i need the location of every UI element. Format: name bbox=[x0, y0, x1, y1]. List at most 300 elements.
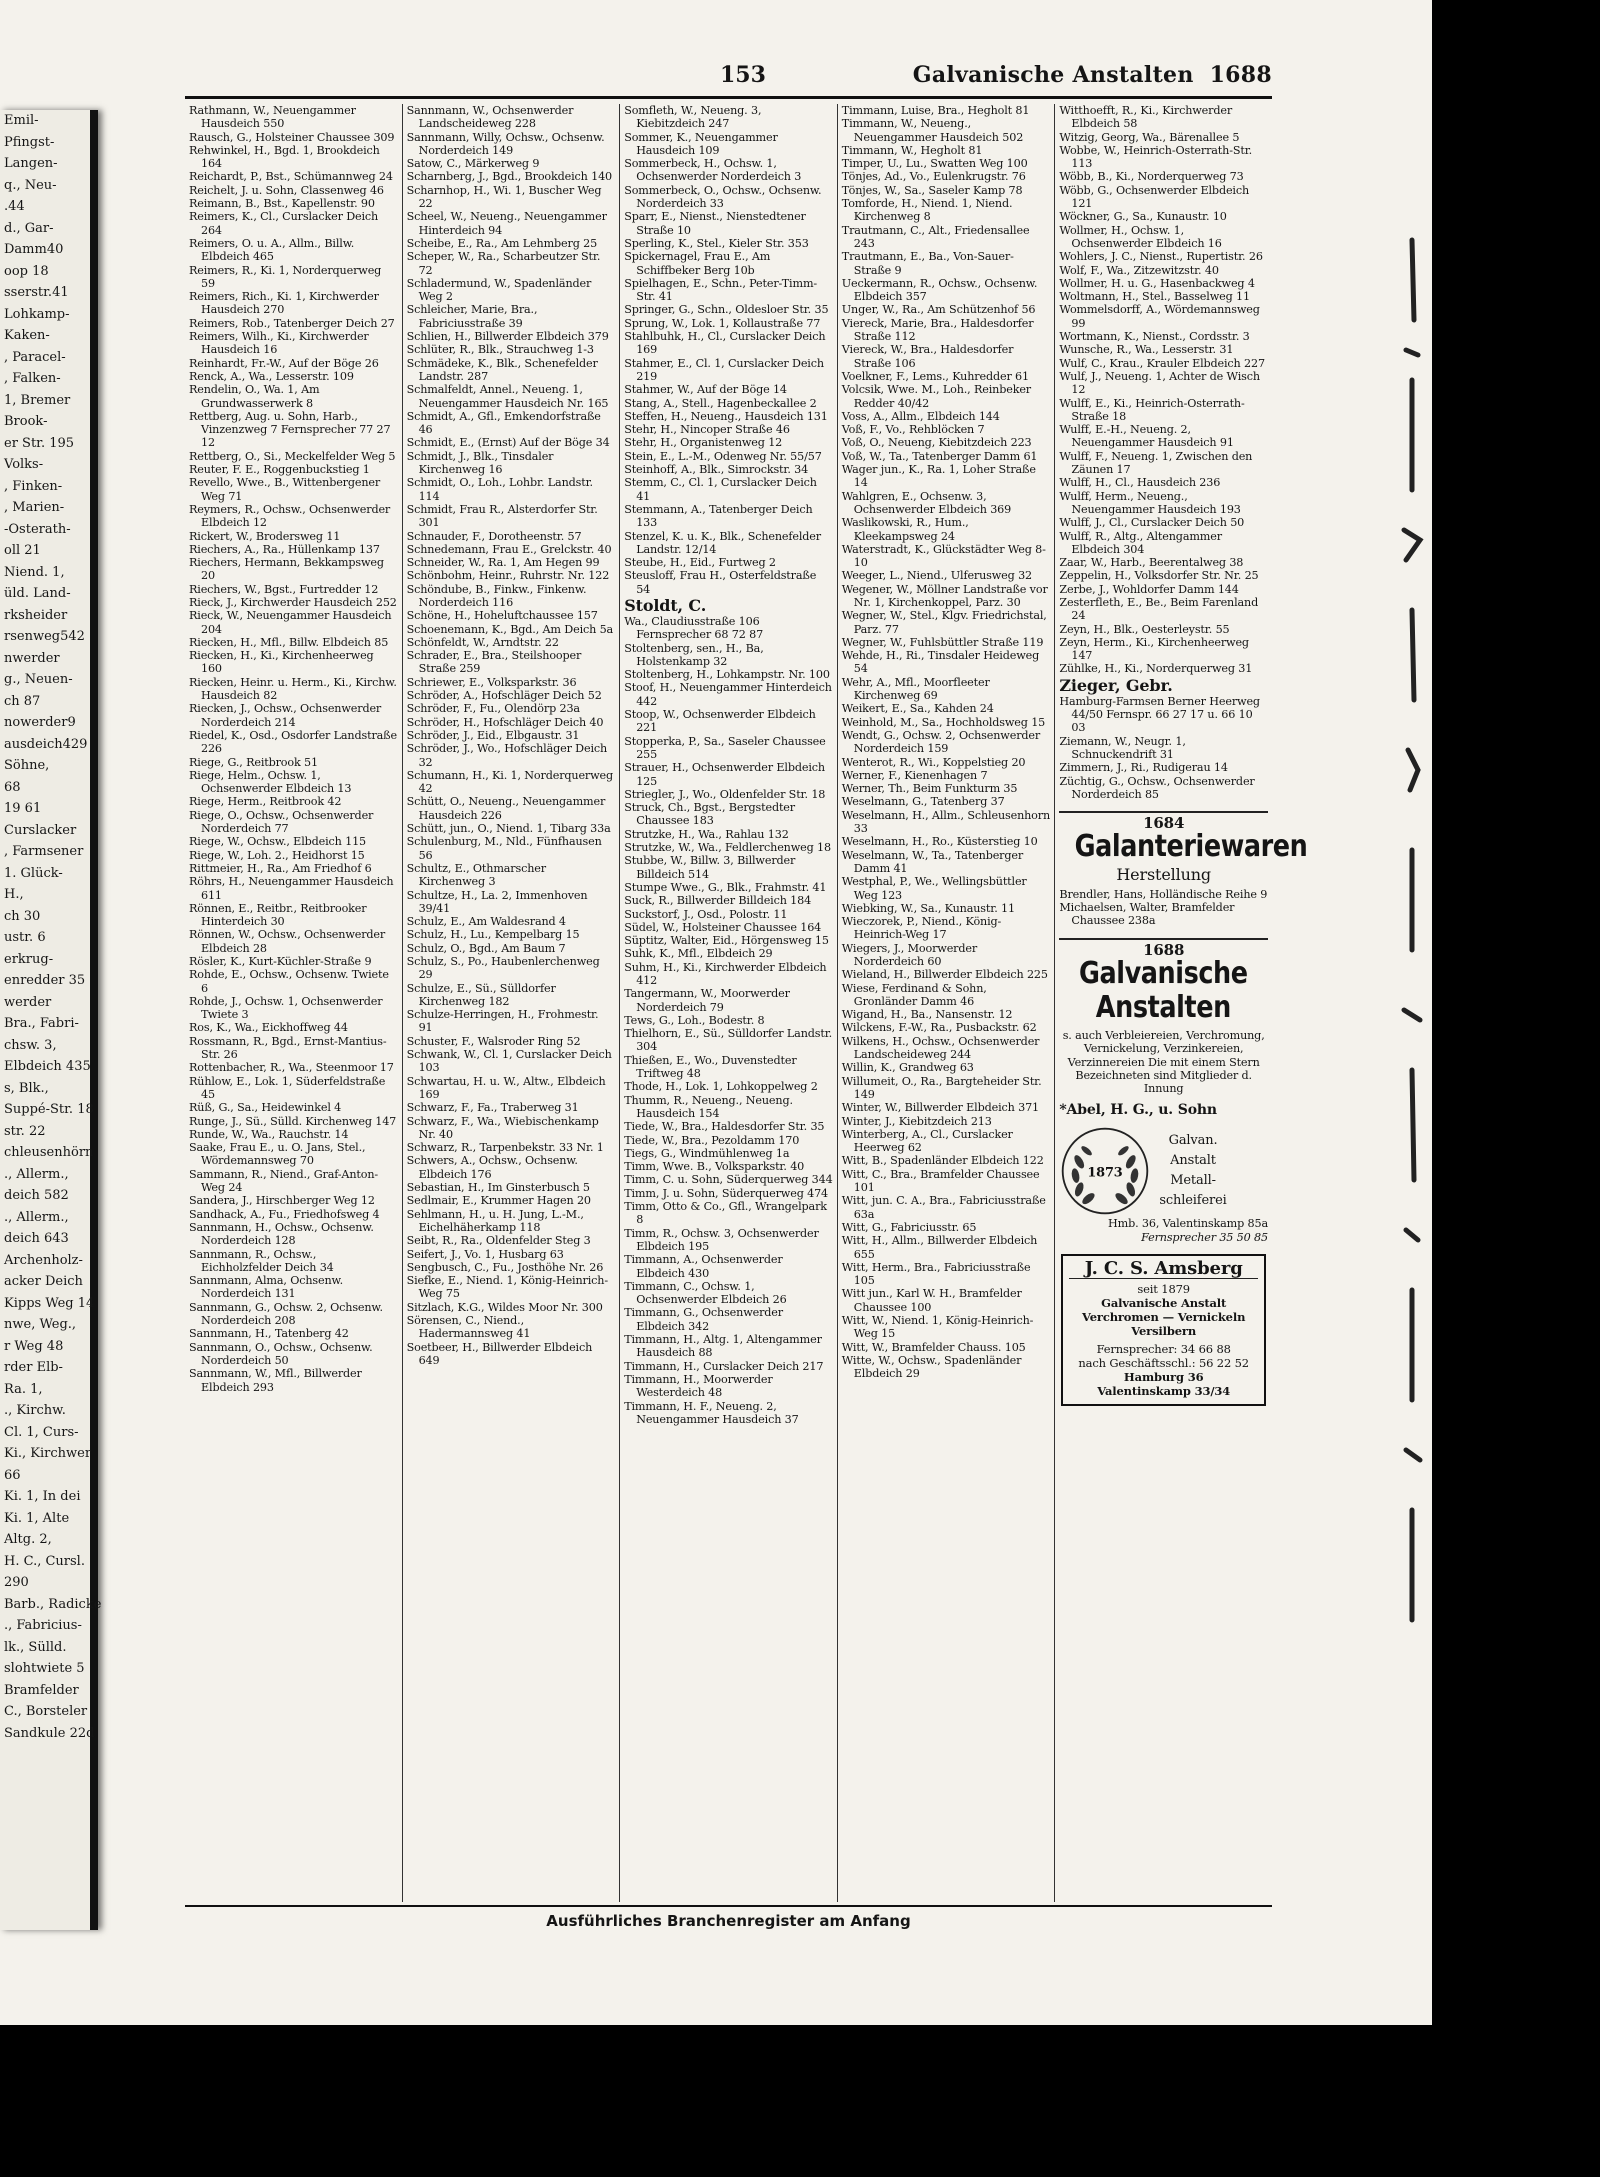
list-item: Voß, W., Ta., Tatenberger Damm 61 bbox=[841, 449, 1038, 463]
list-item: Striegler, J., Wo., Oldenfelder Str. 18 bbox=[624, 787, 826, 801]
previous-page-fragment: Sandkule 22d bbox=[4, 1725, 95, 1741]
list-item: Timm, Wwe. B., Volksparkstr. 40 bbox=[624, 1160, 805, 1174]
previous-page-fragment: Lohkamp- bbox=[4, 306, 70, 322]
list-item: Tangermann, W., Moorwerder Norderdeich 79 bbox=[624, 987, 790, 1014]
previous-page-fragment: Langen- bbox=[4, 156, 58, 171]
previous-page-fragment: Barb., Radicke bbox=[4, 1596, 102, 1612]
list-item: Rehwinkel, H., Bgd. 1, Brookdeich 164 bbox=[189, 143, 380, 171]
previous-page-fragment: Brook- bbox=[4, 414, 48, 429]
list-item: Wortmann, K., Nienst., Cordsstr. 3 bbox=[1059, 330, 1250, 344]
list-item: Hamburg-Farmsen Berner Heerweg 44/50 Fernspr. 66 27 17 u. 66 10 03 bbox=[1059, 694, 1260, 735]
list-item: Stehr, H., Nincoper Straße 46 bbox=[624, 423, 790, 437]
previous-page-fragment: ., Fabricius- bbox=[4, 1618, 82, 1633]
list-item: Tomforde, H., Niend. 1, Niend. Kirchenweg 8 bbox=[841, 197, 1013, 224]
list-item: Witt, jun. C. A., Bra., Fabriciusstraße 63a bbox=[841, 1194, 1046, 1221]
list-item: Revello, Wwe., B., Wittenbergener Weg 71 bbox=[189, 476, 381, 503]
list-item: Spielhagen, E., Schn., Peter-Timm-Str. 41 bbox=[624, 276, 818, 304]
list-item: Winterberg, A., Cl., Curslacker Heerweg 62 bbox=[841, 1127, 1013, 1155]
list-item: Witt, G., Fabriciusstr. 65 bbox=[841, 1220, 977, 1234]
laurel-seal-icon bbox=[1059, 1125, 1151, 1217]
list-item: Zaar, W., Harb., Beerentalweg 38 bbox=[1059, 556, 1244, 570]
previous-page-fragment: Bramfelder bbox=[4, 1682, 79, 1698]
list-item: Schröder, F., Fu., Olendörp 23a bbox=[406, 702, 580, 716]
seal-year: 1873 bbox=[1087, 1165, 1124, 1181]
list-item: Wolf, F., Wa., Zitzewitzstr. 40 bbox=[1059, 263, 1219, 277]
list-item: Wegener, W., Möllner Landstraße vor Nr. 1, Kirchenkoppel, Parz. 30 bbox=[841, 582, 1048, 609]
previous-page-fragment: Emil- bbox=[4, 113, 39, 128]
previous-page-fragment: s, Blk., bbox=[4, 1080, 49, 1096]
list-item: Riege, Herm., Reitbrook 42 bbox=[189, 795, 342, 809]
list-item: Sandera, J., Hirschberger Weg 12 bbox=[189, 1194, 375, 1208]
page-number: 153 bbox=[720, 62, 766, 88]
previous-page-fragment: 290 bbox=[4, 1575, 29, 1590]
list-item: Riedel, K., Osd., Osdorfer Landstraße 226 bbox=[189, 728, 397, 756]
list-item: Rettberg, Aug. u. Sohn, Harb., Vinzenzweg 7 Fernsprecher 77 27 12 bbox=[189, 409, 391, 450]
list-item: Siefke, E., Niend. 1, König-Heinrich-Weg 75 bbox=[406, 1274, 608, 1301]
amsberg-phone-2: nach Geschäftsschl.: 56 22 52 bbox=[1078, 1356, 1249, 1371]
list-item: Rönnen, E., Reitbr., Reitbrooker Hinterdeich 30 bbox=[189, 901, 367, 929]
running-head-title: Galvanische Anstalten bbox=[912, 62, 1194, 88]
list-item: Riege, W., Ochsw., Elbdeich 115 bbox=[189, 835, 367, 849]
list-item: Schlüter, R., Blk., Strauchweg 1-3 bbox=[406, 343, 594, 357]
list-item: Weeger, L., Niend., Ulferusweg 32 bbox=[841, 569, 1033, 583]
list-item: Züchtig, G., Ochsw., Ochsenwerder Norderdeich 85 bbox=[1059, 774, 1255, 801]
list-item: Stein, E., L.-M., Odenweg Nr. 55/57 bbox=[624, 449, 822, 463]
list-item: Weinhold, M., Sa., Hochholdsweg 15 bbox=[841, 715, 1046, 729]
previous-page-fragment: g., Neuen- bbox=[4, 672, 73, 687]
previous-page-fragment: sserstr.41 bbox=[4, 285, 69, 300]
list-item: Saake, Frau E., u. O. Jans, Stel., Wördemannsweg 70 bbox=[189, 1141, 366, 1168]
amsberg-street: Valentinskamp 33/34 bbox=[1097, 1384, 1231, 1399]
list-item: Thumm, R., Neueng., Neueng. Hausdeich 154 bbox=[624, 1093, 793, 1120]
list-item: Wunsche, R., Wa., Lesserstr. 31 bbox=[1059, 343, 1234, 357]
list-item: Volcsik, Wwe. M., Loh., Reinbeker Redder 40/42 bbox=[841, 383, 1032, 410]
list-item: Timmann, H., Curslacker Deich 217 bbox=[624, 1359, 824, 1373]
list-item: Wulf, J., Neueng. 1, Achter de Wisch 12 bbox=[1059, 369, 1260, 397]
previous-page-fragment: er Str. 195 bbox=[4, 435, 75, 451]
previous-page-fragment: , Paracel- bbox=[4, 349, 66, 365]
previous-page-fragment: d., Gar- bbox=[4, 220, 54, 236]
list-item: Michaelsen, Walter, Bramfelder Chaussee 238a bbox=[1059, 901, 1235, 928]
previous-page-fragment: nwe, Weg., bbox=[4, 1317, 77, 1332]
previous-page-fragment: oop 18 bbox=[4, 263, 49, 279]
previous-page-fragment: rsenweg542 bbox=[4, 629, 85, 644]
list-item: Reinhardt, Fr.-W., Auf der Böge 26 bbox=[189, 356, 379, 370]
list-item: Timper, U., Lu., Swatten Weg 100 bbox=[841, 157, 1028, 171]
list-item: Sebastian, H., Im Ginsterbusch 5 bbox=[406, 1181, 590, 1195]
list-item: Riechers, Hermann, Bekkampsweg 20 bbox=[189, 556, 384, 583]
list-item: Wehr, A., Mfl., Moorfleeter Kirchenweg 69 bbox=[841, 675, 990, 703]
list-item: Witzig, Georg, Wa., Bärenallee 5 bbox=[1059, 130, 1240, 144]
column-1 bbox=[185, 104, 403, 1902]
list-item: Voss, A., Allm., Elbdeich 144 bbox=[841, 409, 1000, 423]
list-item: Wehde, H., Ri., Tinsdaler Heideweg 54 bbox=[841, 649, 1040, 676]
list-item: Süptitz, Walter, Eid., Hörgensweg 15 bbox=[624, 934, 829, 948]
list-item: Stahmer, W., Auf der Böge 14 bbox=[624, 383, 787, 397]
previous-page-fragment: chsw. 3, bbox=[4, 1037, 57, 1053]
list-item: Stahmer, E., Cl. 1, Curslacker Deich 219 bbox=[624, 356, 824, 383]
column-3 bbox=[620, 104, 838, 1902]
list-item: Stemmann, A., Tatenberger Deich 133 bbox=[624, 502, 813, 530]
page-header bbox=[185, 62, 1272, 96]
list-item: Rösler, K., Kurt-Küchler-Straße 9 bbox=[189, 955, 372, 968]
footer-rule bbox=[185, 1905, 1272, 1907]
list-item: Zeppelin, H., Volksdorfer Str. Nr. 25 bbox=[1059, 569, 1259, 583]
list-item: Rohde, E., Ochsw., Ochsenw. Twiete 6 bbox=[189, 968, 389, 995]
previous-page-fragment: 1, Bremer bbox=[4, 392, 71, 408]
list-item: Thielhorn, E., Sü., Sülldorfer Landstr. 304 bbox=[624, 1027, 833, 1054]
previous-page-fragment: Altg. 2, bbox=[4, 1532, 52, 1547]
list-item: Rittmeier, H., Ra., Am Friedhof 6 bbox=[189, 861, 372, 875]
list-item: Wohlers, J. C., Nienst., Rupertistr. 26 bbox=[1059, 250, 1263, 264]
list-item: Springer, G., Schn., Oldesloer Str. 35 bbox=[624, 303, 829, 317]
list-item: Wollmer, H., Ochsw. 1, Ochsenwerder Elbdeich 16 bbox=[1059, 223, 1222, 250]
amsberg-advert bbox=[1061, 1254, 1266, 1406]
list-item: Südel, W., Holsteiner Chaussee 164 bbox=[624, 920, 822, 934]
list-item: Steffen, H., Neueng., Hausdeich 131 bbox=[624, 409, 828, 423]
list-item: Sommerbeck, O., Ochsw., Ochsenw. Norderdeich 33 bbox=[624, 183, 822, 211]
list-item: Schmädeke, K., Blk., Schenefelder Landstr. 287 bbox=[406, 356, 598, 383]
abel-advert bbox=[1059, 1125, 1268, 1217]
list-item: Sperling, K., Stel., Kieler Str. 353 bbox=[624, 236, 809, 250]
list-item: Rühlow, E., Lok. 1, Süderfeldstraße 45 bbox=[189, 1074, 386, 1101]
footer-note: Ausführliches Branchenregister am Anfang bbox=[546, 1912, 911, 1930]
list-item: Witt, B., Spadenländer Elbdeich 122 bbox=[841, 1154, 1044, 1168]
list-item: Sannmann, Willy, Ochsw., Ochsenw. Norderdeich 149 bbox=[406, 130, 605, 157]
list-item: Scheibe, E., Ra., Am Lehmberg 25 bbox=[406, 236, 598, 250]
list-item: Sannmann, O., Ochsw., Ochsenw. Norderdeich 50 bbox=[189, 1340, 373, 1367]
previous-page-fragment: H. C., Cursl. bbox=[4, 1553, 85, 1569]
list-item: Steube, H., Eid., Furtweg 2 bbox=[624, 556, 776, 570]
previous-page-fragment: .44 bbox=[4, 199, 25, 214]
list-item: Sitzlach, K.G., Wildes Moor Nr. 300 bbox=[406, 1300, 603, 1314]
previous-page-fragment: Damm40 bbox=[4, 242, 64, 257]
amsberg-line-2: Verchromen — Vernickeln bbox=[1082, 1310, 1246, 1325]
list-item: Weselmann, H., Allm., Schleusenhorn 33 bbox=[841, 808, 1051, 836]
margin-handwriting-icon bbox=[1392, 230, 1432, 1630]
list-item: Schulz, E., Am Waldesrand 4 bbox=[406, 915, 566, 929]
list-item: Röhrs, H., Neuengammer Hausdeich 611 bbox=[189, 875, 394, 902]
list-item: Westphal, P., We., Wellingsbüttler Weg 123 bbox=[841, 875, 1027, 902]
running-head-code: 1688 bbox=[1209, 62, 1272, 88]
list-item: Satow, C., Märkerweg 9 bbox=[406, 157, 540, 171]
seal-word: Anstalt bbox=[1170, 1153, 1216, 1169]
column-5 bbox=[1055, 104, 1308, 1902]
list-item: Reichelt, J. u. Sohn, Classenweg 46 bbox=[189, 183, 384, 197]
list-item: Stoldt, C. bbox=[624, 595, 707, 615]
list-item: Wommelsdorff, A., Wördemannsweg 99 bbox=[1059, 303, 1260, 330]
list-item: Wegner, W., Stel., Klgv. Friedrichstal, Parz. 77 bbox=[841, 609, 1047, 636]
galanterie-headline: Galanteriewaren bbox=[1075, 829, 1308, 865]
list-item: Schröder, J., Wo., Hofschläger Deich 32 bbox=[406, 742, 608, 769]
list-item: Schwarz, F., Fa., Traberweg 31 bbox=[406, 1101, 579, 1115]
previous-page-fragment: rder Elb- bbox=[4, 1360, 63, 1375]
list-item: Schröder, J., Eid., Elbgaustr. 31 bbox=[406, 728, 580, 742]
list-item: Tiegs, G., Windmühlenweg 1a bbox=[624, 1146, 790, 1160]
list-item: Schladermund, W., Spadenländer Weg 2 bbox=[406, 276, 592, 304]
previous-page-fragment: acker Deich bbox=[4, 1274, 83, 1289]
previous-page-fragment: ., Allerm., bbox=[4, 1209, 69, 1225]
list-item: Sprung, W., Lok. 1, Kollaustraße 77 bbox=[624, 316, 821, 330]
list-item: Rüß, G., Sa., Heidewinkel 4 bbox=[189, 1101, 342, 1115]
list-item: Werner, Th., Beim Funkturm 35 bbox=[841, 782, 1018, 796]
list-item: Witt, W., Niend. 1, König-Heinrich-Weg 15 bbox=[841, 1314, 1034, 1341]
previous-page-fragment: Niend. 1, bbox=[4, 564, 65, 580]
list-item: Sannmann, W., Mfl., Billwerder Elbdeich 293 bbox=[189, 1367, 362, 1394]
previous-page-fragment: Pfingst- bbox=[4, 134, 55, 150]
list-item: Rettberg, O., Si., Meckelfelder Weg 5 bbox=[189, 449, 396, 463]
list-item: Zeyn, Herm., Ki., Kirchenheerweg 147 bbox=[1059, 635, 1249, 663]
list-item: Sannmann, Alma, Ochsenw. Norderdeich 131 bbox=[189, 1274, 344, 1301]
list-item: Wulff, R., Altg., Altengammer Elbdeich 304 bbox=[1059, 529, 1222, 556]
list-item: Riege, G., Reitbrook 51 bbox=[189, 755, 318, 769]
previous-page-fragment: -Osterath- bbox=[4, 521, 71, 537]
list-item: Stoop, W., Ochsenwerder Elbdeich 221 bbox=[624, 708, 816, 735]
list-item: Wigand, H., Ba., Nansenstr. 12 bbox=[841, 1008, 1013, 1022]
column-5-entries bbox=[1059, 104, 1268, 801]
list-item: Rausch, G., Holsteiner Chaussee 309 bbox=[189, 130, 395, 144]
list-item: Timmann, H. F., Neueng. 2, Neuengammer Hausdeich 37 bbox=[624, 1399, 799, 1426]
list-item: Schöne, H., Hoheluftchaussee 157 bbox=[406, 609, 598, 623]
list-item: Wiese, Ferdinand & Sohn, Gronländer Damm 46 bbox=[841, 981, 987, 1008]
seal-description bbox=[1151, 1131, 1226, 1211]
list-item: Strutzke, H., Wa., Rahlau 132 bbox=[624, 827, 789, 841]
previous-page-fragment: rksheider bbox=[4, 607, 68, 623]
list-item: Schultze, H., La. 2, Immenhoven 39/41 bbox=[406, 888, 588, 915]
list-item: Suhm, H., Ki., Kirchwerder Elbdeich 412 bbox=[624, 960, 827, 987]
list-item: Schütt, jun., O., Niend. 1, Tibarg 33a bbox=[406, 822, 611, 836]
list-item: Reimers, O. u. A., Allm., Billw. Elbdeich 465 bbox=[189, 236, 355, 264]
list-item: Sannmann, W., Ochsenwerder Landscheideweg 228 bbox=[406, 104, 574, 131]
previous-page-fragment: H., bbox=[4, 887, 24, 902]
list-item: Wieczorek, P., Niend., König-Heinrich-Weg 17 bbox=[841, 915, 1002, 942]
list-item: Waterstradt, K., Glückstädter Weg 8-10 bbox=[841, 542, 1046, 570]
column-4 bbox=[838, 104, 1056, 1902]
previous-page-fragment: chleusenhörn bbox=[4, 1145, 94, 1160]
list-item: Somfleth, W., Neueng. 3, Kiebitzdeich 247 bbox=[624, 104, 762, 131]
list-item: Reichardt, P., Bst., Schümannweg 24 bbox=[189, 170, 393, 184]
previous-page-fragment: 66 bbox=[4, 1467, 21, 1483]
list-item: Weselmann, G., Tatenberg 37 bbox=[841, 795, 1005, 809]
list-item: Schumann, H., Ki. 1, Norderquerweg 42 bbox=[406, 768, 614, 796]
list-item: Schleicher, Marie, Bra., Fabriciusstraße 39 bbox=[406, 303, 538, 330]
list-item: Soetbeer, H., Billwerder Elbdeich 649 bbox=[406, 1340, 593, 1367]
previous-page-fragment: nwerder bbox=[4, 650, 60, 666]
list-item: Renck, A., Wa., Lesserstr. 109 bbox=[189, 369, 354, 383]
list-item: Stoltenberg, H., Lohkampstr. Nr. 100 bbox=[624, 668, 830, 682]
list-item: Wiebking, W., Sa., Kunaustr. 11 bbox=[841, 901, 1015, 915]
list-item: Riecken, H., Ki., Kirchenheerweg 160 bbox=[189, 649, 374, 676]
list-item: Schulenburg, M., Nld., Fünfhausen 56 bbox=[406, 835, 602, 862]
list-item: Witt jun., Karl W. H., Bramfelder Chaussee 100 bbox=[841, 1287, 1022, 1314]
previous-page-fragment: Ki. 1, In dei bbox=[4, 1489, 81, 1504]
list-item: Sedlmair, E., Krummer Hagen 20 bbox=[406, 1194, 591, 1208]
list-item: Wobbe, W., Heinrich-Osterrath-Str. 113 bbox=[1059, 143, 1253, 171]
list-item: Riechers, A., Ra., Hüllenkamp 137 bbox=[189, 542, 380, 556]
list-item: Reuter, F. E., Roggenbuckstieg 1 bbox=[189, 463, 370, 477]
previous-page-fragment: ustr. 6 bbox=[4, 930, 46, 945]
list-item: Stang, A., Stell., Hagenbeckallee 2 bbox=[624, 396, 817, 410]
list-item: Rossmann, R., Bgd., Ernst-Mantius-Str. 26 bbox=[189, 1034, 387, 1062]
list-item: Ros, K., Wa., Eickhoffweg 44 bbox=[189, 1021, 348, 1035]
list-item: Strutzke, W., Wa., Feldlerchenweg 18 bbox=[624, 841, 831, 855]
previous-page-fragment: Bra., Fabri- bbox=[4, 1016, 79, 1031]
list-item: Zerbe, J., Wohldorfer Damm 144 bbox=[1059, 582, 1239, 596]
previous-page-edge bbox=[0, 110, 102, 1930]
list-item: Scheper, W., Ra., Scharbeutzer Str. 72 bbox=[406, 250, 601, 277]
list-item: Weikert, E., Sa., Kahden 24 bbox=[841, 702, 994, 716]
list-item: Wulff, H., Cl., Hausdeich 236 bbox=[1059, 476, 1221, 490]
previous-page-fragment: nowerder9 bbox=[4, 715, 76, 730]
previous-page-fragment: Ki., Kirchwer bbox=[4, 1446, 92, 1461]
list-item: Sannmann, R., Ochsw., Eichholzfelder Deich 34 bbox=[189, 1247, 334, 1274]
list-item: Wager jun., K., Ra. 1, Loher Straße 14 bbox=[841, 463, 1036, 490]
list-item: Stoltenberg, sen., H., Ba, Holstenkamp 32 bbox=[624, 641, 764, 668]
seal-word: Galvan. bbox=[1168, 1133, 1218, 1149]
previous-page-fragment: Ra. 1, bbox=[4, 1381, 43, 1397]
list-item: Willumeit, O., Ra., Bargteheider Str. 149 bbox=[841, 1074, 1042, 1101]
list-item: Scharnberg, J., Bgd., Brookdeich 140 bbox=[406, 170, 613, 184]
list-item: Tews, G., Loh., Bodestr. 8 bbox=[624, 1013, 765, 1027]
list-item: Schwank, W., Cl. 1, Curslacker Deich 103 bbox=[406, 1048, 612, 1075]
amsberg-since: seit 1879 bbox=[1137, 1282, 1190, 1297]
list-item: Schnauder, F., Dorotheenstr. 57 bbox=[406, 529, 582, 543]
previous-page-fragment: deich 643 bbox=[4, 1231, 69, 1246]
list-item: Schrader, E., Bra., Steilshooper Straße 259 bbox=[406, 649, 582, 676]
list-item: Timm, R., Ochsw. 3, Ochsenwerder Elbdeich 195 bbox=[624, 1226, 819, 1253]
list-item: Suckstorf, J., Osd., Polostr. 11 bbox=[624, 907, 788, 921]
list-item: Seifert, J., Vo. 1, Husbarg 63 bbox=[406, 1247, 564, 1261]
previous-page-fragment: 68 bbox=[4, 779, 21, 795]
list-item: Zühlke, H., Ki., Norderquerweg 31 bbox=[1059, 662, 1253, 676]
list-item: Wulf, C., Krau., Krauler Elbdeich 227 bbox=[1059, 356, 1265, 370]
list-item: Voß, F., Vo., Rehblöcken 7 bbox=[841, 423, 985, 437]
list-item: Strauer, H., Ochsenwerder Elbdeich 125 bbox=[624, 761, 825, 788]
list-item: Schröder, H., Hofschläger Deich 40 bbox=[406, 715, 604, 729]
list-item: Timm, C. u. Sohn, Süderquerweg 344 bbox=[624, 1173, 833, 1187]
list-item: Rönnen, W., Ochsw., Ochsenwerder Elbdeich 28 bbox=[189, 928, 386, 955]
list-item: Wieland, H., Billwerder Elbdeich 225 bbox=[841, 968, 1048, 982]
galvanische-note: s. auch Verbleiereien, Verchromung, Vernickelung, Verzinkereien, Verzinnereien Die mit einem Stern Bezeichneten sind Mitglieder d. Innung bbox=[1062, 1028, 1265, 1096]
list-item: Witte, W., Ochsw., Spadenländer Elbdeich 29 bbox=[841, 1353, 1022, 1381]
list-item: Timm, J. u. Sohn, Süderquerweg 474 bbox=[624, 1186, 829, 1200]
list-item: Timmann, G., Ochsenwerder Elbdeich 342 bbox=[624, 1306, 783, 1333]
previous-page-fragment: üld. Land- bbox=[4, 586, 71, 601]
list-item: Steusloff, Frau H., Osterfeldstraße 54 bbox=[624, 569, 817, 596]
previous-page-fragment: Kaken- bbox=[4, 328, 50, 343]
list-item: Schönfeldt, W., Arndtstr. 22 bbox=[406, 635, 559, 649]
list-item: Wulff, E., Ki., Heinrich-Osterrath-Straße 18 bbox=[1059, 396, 1245, 423]
list-item: Riechers, W., Bgst., Furtredder 12 bbox=[189, 582, 379, 596]
list-item: Witt, C., Bra., Bramfelder Chaussee 101 bbox=[841, 1167, 1040, 1195]
list-item: Stenzel, K. u. K., Blk., Schenefelder Landstr. 12/14 bbox=[624, 529, 821, 556]
previous-page-fragment: ausdeich429 bbox=[4, 736, 88, 752]
previous-page-fragment: ., Kirchw. bbox=[4, 1403, 66, 1418]
list-item: Trautmann, C., Alt., Friedensallee 243 bbox=[841, 223, 1030, 250]
previous-page-fragment: Curslacker bbox=[4, 822, 77, 838]
list-item: Rickert, W., Brodersweg 11 bbox=[189, 529, 341, 543]
list-item: Sannmann, H., Ochsw., Ochsenw. Norderdeich 128 bbox=[189, 1220, 374, 1248]
list-item: Timmann, C., Ochsw. 1, Ochsenwerder Elbdeich 26 bbox=[624, 1279, 787, 1307]
list-item: Sannmann, G., Ochsw. 2, Ochsenw. Norderdeich 208 bbox=[189, 1300, 383, 1328]
list-item: Schmidt, O., Loh., Lohbr. Landstr. 114 bbox=[406, 476, 593, 503]
list-item: Winter, W., Billwerder Elbdeich 371 bbox=[841, 1101, 1040, 1115]
previous-page-fragment: Volks- bbox=[4, 457, 44, 472]
list-item: Viereck, Marie, Bra., Haldesdorfer Straße 112 bbox=[841, 316, 1034, 344]
list-item: Thießen, E., Wo., Duvenstedter Triftweg 48 bbox=[624, 1053, 797, 1081]
list-item: Rottenbacher, R., Wa., Steenmoor 17 bbox=[189, 1061, 394, 1075]
list-item: Schulz, O., Bgd., Am Baum 7 bbox=[406, 941, 566, 955]
list-item: Sengbusch, C., Fu., Josthöhe Nr. 26 bbox=[406, 1260, 604, 1274]
list-item: Wulff, Herm., Neueng., Neuengammer Hausdeich 193 bbox=[1059, 489, 1241, 516]
list-item: Brendler, Hans, Holländische Reihe 9 bbox=[1059, 887, 1268, 901]
list-item: Werner, F., Kienenhagen 7 bbox=[841, 768, 988, 782]
previous-page-fragment: Elbdeich 435 bbox=[4, 1059, 91, 1074]
list-item: Timmann, H., Moorwerder Westerdeich 48 bbox=[624, 1372, 773, 1400]
list-item: Wulff, F., Neueng. 1, Zwischen den Zäunen 17 bbox=[1059, 449, 1253, 477]
list-item: Wa., Claudiusstraße 106 Fernsprecher 68 72 87 bbox=[624, 614, 764, 642]
list-item: Wendt, G., Ochsw. 2, Ochsenwerder Norderdeich 159 bbox=[841, 728, 1041, 756]
previous-page-fragment: r Weg 48 bbox=[4, 1338, 64, 1354]
list-item: Riecken, H., Mfl., Billw. Elbdeich 85 bbox=[189, 635, 389, 649]
list-item: Riege, Helm., Ochsw. 1, Ochsenwerder Elbdeich 13 bbox=[189, 768, 352, 796]
list-item: Spickernagel, Frau E., Am Schiffbeker Berg 10b bbox=[624, 250, 771, 277]
list-item: Stahlbuhk, H., Cl., Curslacker Deich 169 bbox=[624, 330, 826, 357]
abel-address: Hmb. 36, Valentinskamp 85a bbox=[1108, 1217, 1268, 1231]
list-item: Schneider, W., Ra. 1, Am Hegen 99 bbox=[406, 556, 600, 570]
list-item: Rohde, J., Ochsw. 1, Ochsenwerder Twiete 3 bbox=[189, 994, 383, 1022]
previous-page-fragment: , Falken- bbox=[4, 371, 61, 386]
amsberg-line-3: Versilbern bbox=[1131, 1324, 1197, 1339]
list-item: Wöckner, G., Sa., Kunaustr. 10 bbox=[1059, 210, 1227, 224]
list-item: Rieck, W., Neuengammer Hausdeich 204 bbox=[189, 609, 392, 636]
list-item: Wöbb, B., Ki., Norderquerweg 73 bbox=[1059, 170, 1244, 184]
list-item: Winter, J., Kiebitzdeich 213 bbox=[841, 1114, 992, 1128]
list-item: Thode, H., Lok. 1, Lohkoppelweg 2 bbox=[624, 1080, 818, 1094]
list-item: Reymers, R., Ochsw., Ochsenwerder Elbdeich 12 bbox=[189, 502, 391, 530]
list-item: Schulz, H., Lu., Kempelbarg 15 bbox=[406, 928, 580, 942]
list-item: Wahlgren, E., Ochsenw. 3, Ochsenwerder Elbdeich 369 bbox=[841, 489, 1012, 516]
list-item: Schmidt, E., (Ernst) Auf der Böge 34 bbox=[406, 436, 610, 450]
list-item: Sammann, R., Niend., Graf-Anton-Weg 24 bbox=[189, 1167, 379, 1195]
previous-page-fragment: Cl. 1, Curs- bbox=[4, 1424, 79, 1440]
list-item: Timm, Otto & Co., Gfl., Wrangelpark 8 bbox=[624, 1200, 827, 1227]
list-item: Schwers, A., Ochsw., Ochsenw. Elbdeich 176 bbox=[406, 1154, 578, 1181]
amsberg-name: J. C. S. Amsberg bbox=[1069, 1262, 1258, 1279]
list-item: Steinhoff, A., Blk., Simrockstr. 34 bbox=[624, 463, 809, 477]
previous-page-fragment: Suppé-Str. 18 bbox=[4, 1102, 94, 1117]
galanterie-section bbox=[1059, 811, 1308, 928]
list-item: Waslikowski, R., Hum., Kleekampsweg 24 bbox=[841, 516, 969, 543]
galvanische-headline-1: Galvanische bbox=[1079, 955, 1249, 991]
list-item: Timmann, W., Hegholt 81 bbox=[841, 143, 983, 157]
amsberg-line-1: Galvanische Anstalt bbox=[1101, 1296, 1227, 1311]
list-item: Wenterot, R., Wi., Koppelstieg 20 bbox=[841, 755, 1026, 769]
galanterie-code: 1684 bbox=[1059, 811, 1268, 830]
previous-page-fragment: oll 21 bbox=[4, 543, 41, 558]
amsberg-city: Hamburg 36 bbox=[1123, 1370, 1204, 1385]
list-item: Timmann, Luise, Bra., Hegholt 81 bbox=[841, 104, 1030, 117]
list-item: Schmidt, J., Blk., Tinsdaler Kirchenweg 16 bbox=[406, 449, 554, 477]
list-item: Wilckens, F.-W., Ra., Pusbackstr. 62 bbox=[841, 1021, 1037, 1035]
list-item: Schmalfeldt, Annel., Neueng. 1, Neuengammer Hausdeich Nr. 165 bbox=[406, 383, 609, 410]
list-item: Reimers, Rich., Ki. 1, Kirchwerder Hausdeich 270 bbox=[189, 290, 379, 317]
list-item: Sommer, K., Neuengammer Hausdeich 109 bbox=[624, 130, 778, 157]
list-item: Rendelin, O., Wa. 1, Am Grundwasserwerk 8 bbox=[189, 383, 320, 410]
list-item: Runde, W., Wa., Rauchstr. 14 bbox=[189, 1127, 349, 1141]
previous-page-fragment: deich 582 bbox=[4, 1188, 69, 1203]
list-item: Schnedemann, Frau E., Grelckstr. 40 bbox=[406, 542, 612, 556]
